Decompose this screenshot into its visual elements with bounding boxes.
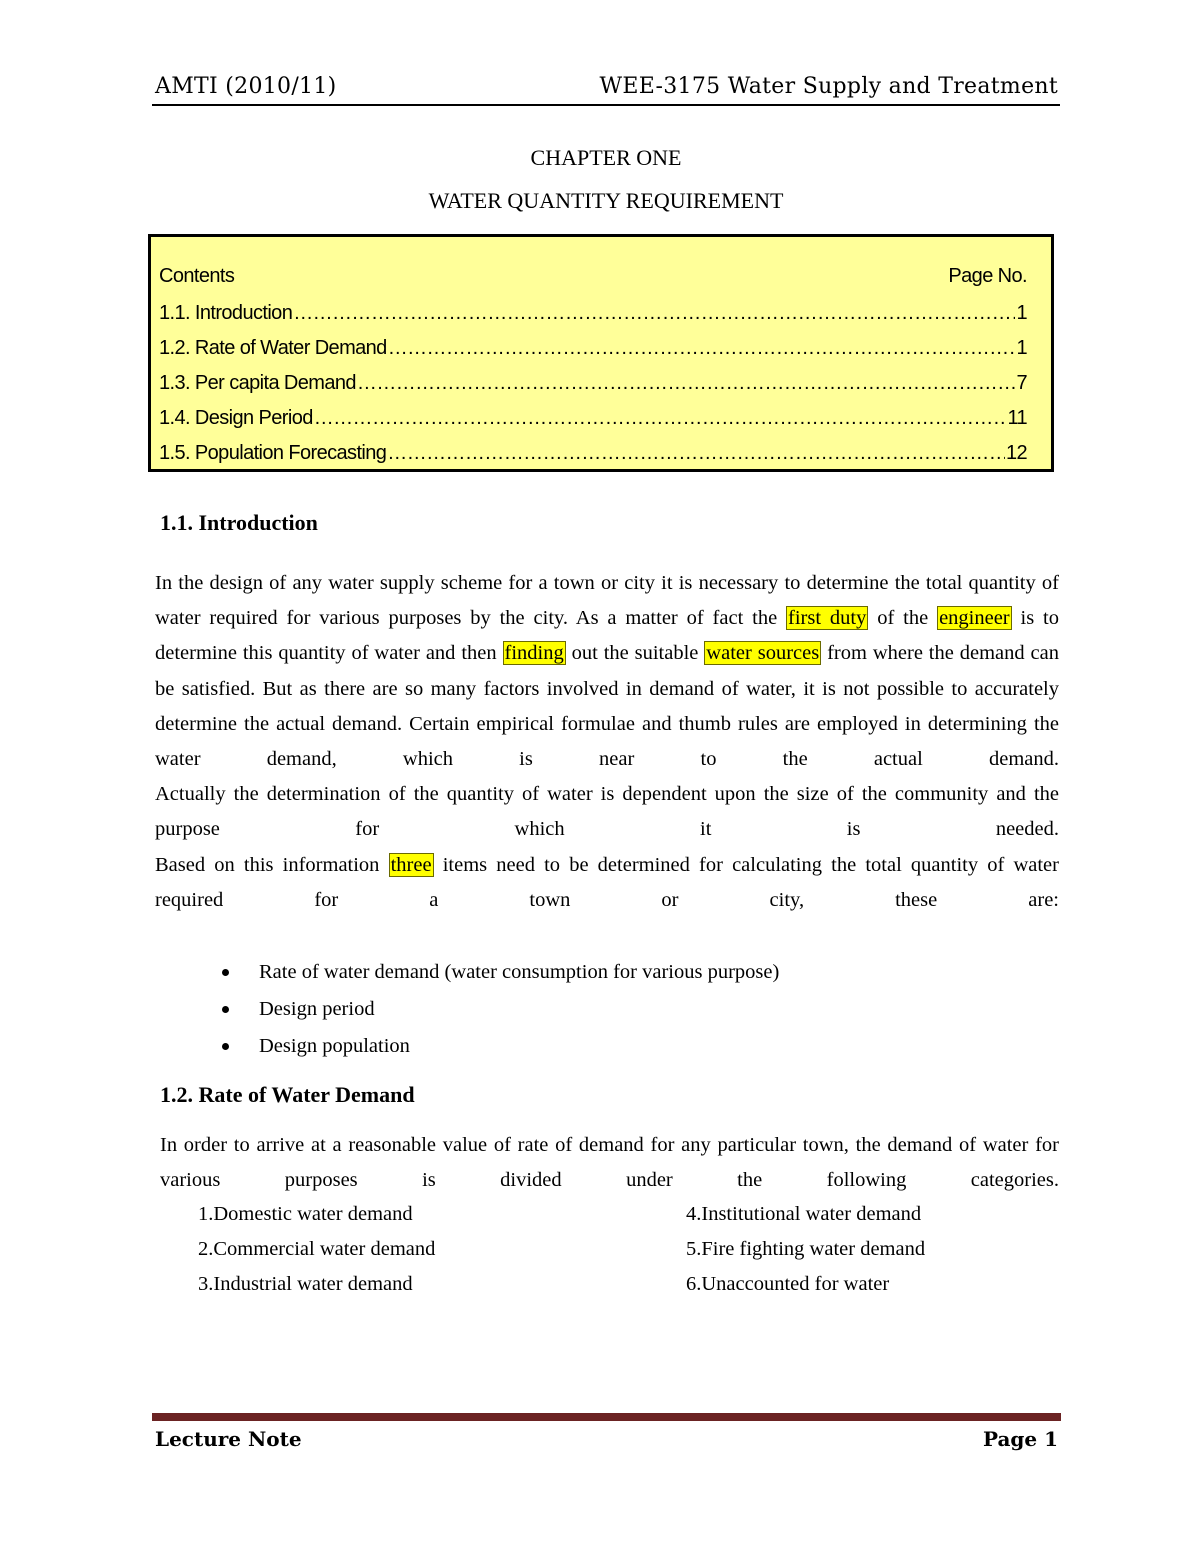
- toc-entry-page: 12: [1005, 442, 1027, 464]
- highlight-first-duty: first duty: [788, 607, 867, 630]
- highlight-three: three: [390, 853, 432, 876]
- toc-entry-label: 1.2. Rate of Water Demand: [159, 337, 387, 359]
- toc-page-label: Page No.: [948, 265, 1027, 287]
- toc-entry[interactable]: [159, 297, 1027, 325]
- chapter-title: WATER QUANTITY REQUIREMENT: [428, 188, 784, 213]
- toc-entry-page: 1: [1016, 337, 1027, 359]
- category-item: 1.Domestic water demand: [198, 1203, 413, 1225]
- toc-contents-label: Contents: [159, 265, 235, 287]
- intro-paragraph-1: [155, 566, 1059, 777]
- toc-header: [159, 265, 1027, 288]
- section-heading-introduction: 1.1. Introduction: [160, 510, 318, 535]
- category-item: 2.Commercial water demand: [198, 1238, 436, 1260]
- bullet-icon: [222, 969, 229, 976]
- highlight-finding: finding: [504, 642, 564, 665]
- list-item-text: Rate of water demand (water consumption for various purpose): [259, 961, 780, 983]
- toc-entry-page: 7: [1016, 372, 1027, 394]
- category-item: 3.Industrial water demand: [198, 1273, 413, 1295]
- toc-entry-label: 1.1. Introduction: [159, 302, 293, 324]
- header-divider: [152, 104, 1060, 106]
- page-number: Page 1: [982, 1427, 1058, 1451]
- toc-entry-page: 1: [1016, 302, 1027, 324]
- text-run: is to determine this quantity of water and then: [155, 607, 1059, 665]
- text-run: from where the demand can be satisfied. But as there are so many factors involved in demand of water, it is not possible to accurately determine the actual demand. Certain empirical formulae and thumb rules are employed in determining the water demand, which is near to the actual demand.: [155, 642, 1059, 771]
- intro-paragraph-3: [155, 848, 1059, 918]
- intro-paragraph-2: Actually the determination of the quantity of water is dependent upon the size of the community and the purpose for which it is needed.: [155, 783, 1059, 841]
- introduction-text: [155, 566, 1059, 918]
- category-item: 4.Institutional water demand: [686, 1203, 922, 1225]
- toc-leader: [387, 442, 1005, 465]
- table-of-contents: [148, 234, 1054, 472]
- bullet-icon: [222, 1006, 229, 1013]
- list-item: [222, 954, 779, 991]
- toc-leader: [314, 407, 1007, 430]
- chapter-number: CHAPTER ONE: [530, 145, 682, 170]
- category-item: 6.Unaccounted for water: [686, 1273, 890, 1295]
- highlight-water-sources: water sources: [706, 642, 820, 665]
- header-course-year: AMTI (2010/11): [155, 74, 337, 99]
- toc-leader: [357, 372, 1016, 395]
- text-run: Based on this information: [155, 853, 389, 876]
- toc-entry-label: 1.4. Design Period: [159, 407, 313, 429]
- toc-entry[interactable]: [159, 367, 1027, 395]
- list-item: [222, 1028, 779, 1065]
- rate-paragraph-1: In order to arrive at a reasonable value of rate of demand for any particular town, the demand of water for various purposes is divided under the following categories.: [160, 1134, 1059, 1192]
- list-item: [222, 991, 779, 1028]
- highlight-engineer: engineer: [939, 607, 1010, 630]
- toc-entry[interactable]: [159, 437, 1027, 465]
- category-item: 5.Fire fighting water demand: [686, 1238, 926, 1260]
- list-item-text: Design population: [259, 1035, 410, 1057]
- list-item-text: Design period: [259, 998, 375, 1020]
- text-run: out the suitable: [565, 642, 705, 665]
- text-run: items need to be determined for calculating the total quantity of water required for a town or city, these are:: [155, 853, 1059, 911]
- toc-leader: [388, 337, 1016, 360]
- toc-entry-label: 1.5. Population Forecasting: [159, 442, 387, 464]
- section-heading-rate-of-water-demand: 1.2. Rate of Water Demand: [160, 1082, 415, 1107]
- bullet-icon: [222, 1043, 229, 1050]
- text-run: In the design of any water supply scheme for a town or city it is necessary to determine the total quantity of water required for various purposes by the city. As a matter of fact the: [155, 572, 1059, 630]
- footer-label: Lecture Note: [155, 1427, 302, 1451]
- header-course-title: WEE-3175 Water Supply and Treatment: [599, 74, 1058, 99]
- text-run: of the: [868, 607, 938, 630]
- toc-entry[interactable]: [159, 332, 1027, 360]
- toc-leader: [293, 302, 1015, 325]
- rate-text: [160, 1128, 1059, 1198]
- footer-divider: [152, 1413, 1061, 1421]
- toc-entry-page: 11: [1007, 407, 1027, 429]
- toc-entry[interactable]: [159, 402, 1027, 430]
- requirements-list: [222, 954, 779, 1065]
- toc-entry-label: 1.3. Per capita Demand: [159, 372, 356, 394]
